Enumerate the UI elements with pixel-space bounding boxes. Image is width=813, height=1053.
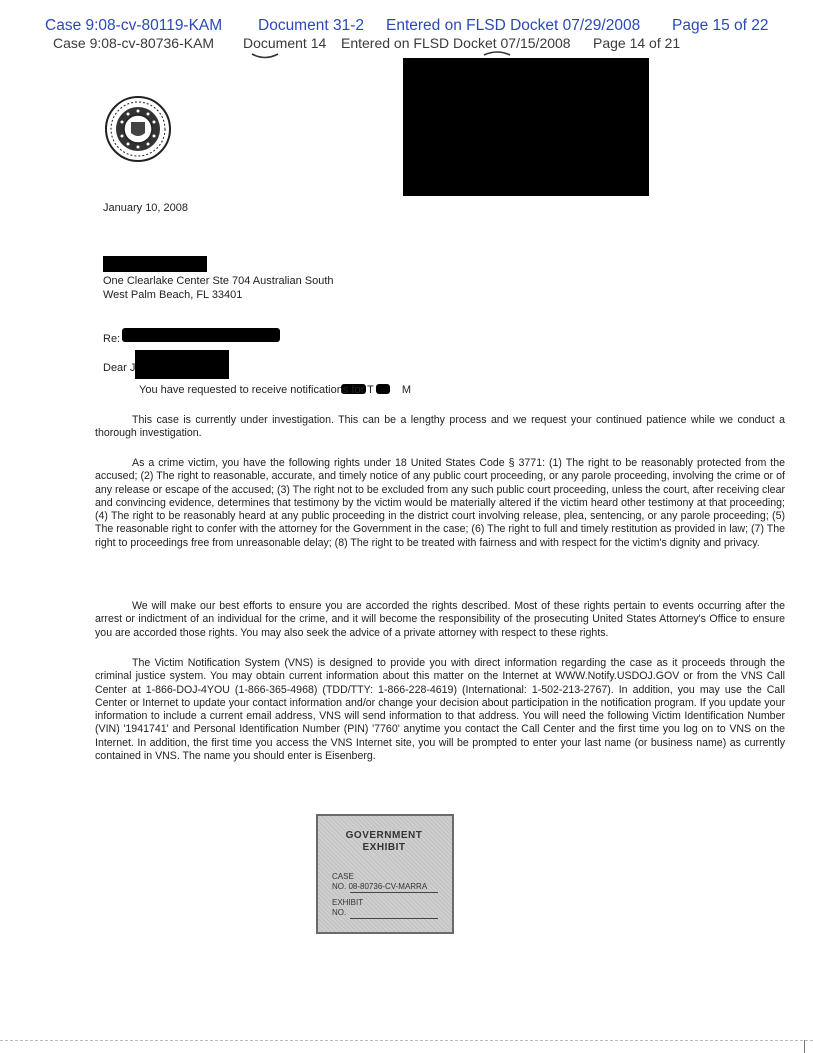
docket-entry-primary: Entered on FLSD Docket 07/29/2008 (386, 17, 641, 34)
request-line-text: You have requested to receive notifications for T (139, 384, 374, 396)
stamp-exhibit-no-label: NO. (332, 908, 347, 917)
document-number-primary: Document 31-2 (258, 17, 364, 34)
scan-edge-tick (804, 1040, 805, 1053)
stamp-title (334, 830, 434, 854)
paragraph-investigation-status (95, 414, 785, 441)
stamp-case-label: CASE (332, 872, 354, 881)
paragraph-text: The Victim Notification System (VNS) is designed to provide you with direct information regarding the case as it proceeds through the criminal justice system. You may obtain current information about this matter on the Internet at WWW.Notify.USDOJ.GOV or from the VNS Call Center at 1-866-DOJ-4YOU (1-866-365-4968) (TDD/TTY: 1-866-228-4619) (International: 1-502-213-2767). In addition, you may use the Call Center or Internet to update your contact information and/or change your decision about participation in the notification program. If you update your information to include a current email address, VNS will send information to that address. You will need the following Victim Identification Number (VIN) '1941741' and Personal Identification Number (PIN) '7760' anytime you contact the Call Center and the first time you log on to VNS on the Internet. In addition, the first time you access the VNS Internet site, you will be prompted to enter your last name (or business name) as currently contained in VNS. The name you should enter is Eisenberg. (95, 657, 785, 763)
stamp-underline (350, 892, 438, 893)
redaction-block (403, 58, 649, 196)
stamp-underline (350, 918, 438, 919)
re-label: Re: (103, 333, 121, 345)
paragraph-text: This case is currently under investigation. This can be a lengthy process and we request your continued patience while we conduct a thorough investigation. (95, 414, 785, 440)
stamp-title-line: EXHIBIT (362, 842, 406, 853)
document-number-secondary: Document 14 (243, 35, 327, 51)
address-line: West Palm Beach, FL 33401 (103, 289, 243, 301)
stamp-title-line: GOVERNMENT (345, 830, 423, 841)
redaction-block (122, 328, 280, 342)
paragraph-text: As a crime victim, you have the following rights under 18 United States Code § 3771: (1) The right to be reasonably protected from the accused; (2) The right to reasonable, accurate, and timely notice of any public court proceeding, or any parole proceeding, involving the crime or of any release or escape of the accused; (3) The right not to be excluded from any such public court proceeding, unless the court, after receiving clear and convincing evidence, determines that testimony by the victim would be materially altered if the victim heard other testimony at that proceeding; (4) The right to be reasonably heard at any public proceeding in the district court involving release, plea, sentencing, or any parole proceeding; (5) The reasonable right to confer with the attorney for the Government in the case; (6) The right to full and timely restitution as provided in law; (7) The right to proceedings free from unreasonable delay; (8) The right to be treated with fairness and with respect for the victim's dignity and privacy. (95, 457, 785, 549)
stamp-exhibit-label: EXHIBIT (332, 898, 364, 907)
scan-mark (482, 50, 512, 58)
case-number-primary: Case 9:08-cv-80119-KAM (45, 17, 223, 34)
redaction-block (103, 256, 207, 272)
request-line-suffix: M (401, 384, 411, 396)
scan-edge-line (0, 1040, 813, 1041)
redaction-block (135, 350, 229, 379)
fbi-seal-icon (104, 95, 172, 163)
recipient-address (103, 274, 334, 302)
paragraph-text: We will make our best efforts to ensure you are accorded the rights described. Most of these rights pertain to events occurring after the arrest or indictment of an individual for the crime, and it will become the responsibility of the prosecuting United States Attorney's Office to ensure you are accorded those rights. You may also seek the advice of a private attorney with respect to these rights. (95, 600, 785, 639)
case-number-secondary: Case 9:08-cv-80736-KAM (53, 35, 215, 51)
request-line (139, 384, 411, 396)
page-number-primary: Page 15 of 22 (672, 17, 769, 34)
page-number-secondary: Page 14 of 21 (593, 35, 681, 51)
address-line: One Clearlake Center Ste 704 Australian South (103, 275, 334, 287)
paragraph-vns-info (95, 657, 785, 763)
letter-date: January 10, 2008 (103, 202, 189, 214)
stamp-case-number-row (332, 882, 427, 892)
paragraph-best-efforts (95, 600, 785, 640)
docket-entry-secondary: Entered on FLSD Docket 07/15/2008 (341, 35, 571, 51)
salutation: Dear J (103, 362, 136, 374)
stamp-case-number: 08-80736-CV-MARRA (348, 882, 428, 891)
government-exhibit-stamp (316, 814, 454, 934)
scan-mark (250, 52, 280, 60)
paragraph-victim-rights (95, 457, 785, 550)
stamp-no-label: NO. (332, 882, 347, 891)
